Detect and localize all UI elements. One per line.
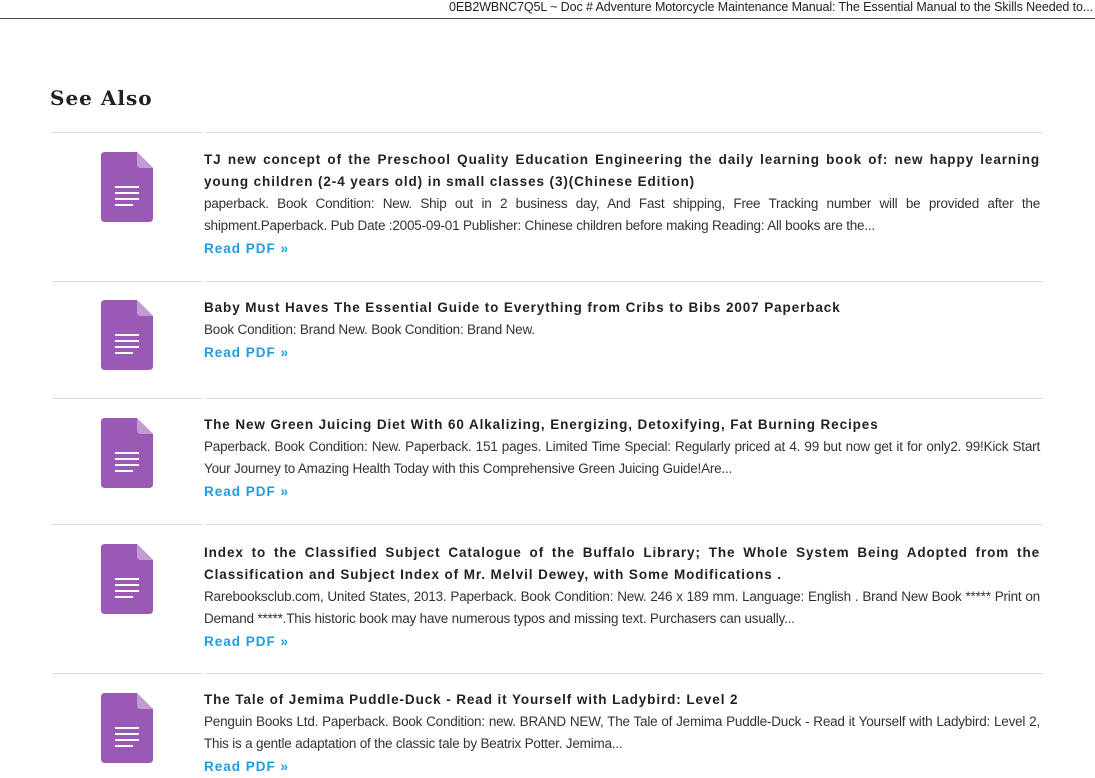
- divider: [52, 673, 202, 674]
- page-header-bar: [0, 0, 1095, 19]
- divider: [205, 398, 1043, 399]
- read-pdf-link[interactable]: Read PDF »: [204, 345, 290, 360]
- document-icon: [101, 544, 153, 614]
- list-item: [52, 398, 1043, 523]
- divider: [52, 398, 202, 399]
- divider: [205, 673, 1043, 674]
- document-icon: [101, 152, 153, 222]
- divider: [205, 132, 1043, 133]
- read-pdf-link[interactable]: Read PDF »: [204, 484, 290, 499]
- document-header-title: 0EB2WBNC7Q5L ~ Doc # Adventure Motorcycle Maintenance Manual: The Essential Manual to the Skills Needed to...: [449, 0, 1093, 14]
- entry-title: The New Green Juicing Diet With 60 Alkalizing, Energizing, Detoxifying, Fat Burning Recipes: [204, 417, 879, 432]
- divider: [52, 524, 202, 525]
- entry-description: Rarebooksclub.com, United States, 2013. Paperback. Book Condition: New. 246 x 189 mm. Language: English . Brand New Book ***** Print on Demand *****.This historic book may have numerous typos and missing text. Purchasers can usually...: [204, 589, 1040, 626]
- section-title: See Also: [50, 86, 153, 110]
- divider: [205, 281, 1043, 282]
- divider: [205, 524, 1043, 525]
- list-item: [52, 281, 1043, 397]
- entry-body: [204, 297, 1040, 364]
- entry-description: Paperback. Book Condition: New. Paperback. 151 pages. Limited Time Special: Regularly priced at 4. 99 but now get it for only2. 99!Kick Start Your Journey to Amazing Health Today with this Comprehensive Green Juicing Guide!Are...: [204, 439, 1040, 476]
- document-icon: [101, 693, 153, 763]
- entry-description: paperback. Book Condition: New. Ship out in 2 business day, And Fast shipping, Free Tracking number will be provided after the shipment.Paperback. Pub Date :2005-09-01 Publisher: Chinese children before making Reading: All books are the...: [204, 196, 1040, 233]
- document-icon: [101, 300, 153, 370]
- entry-title: Baby Must Haves The Essential Guide to Everything from Cribs to Bibs 2007 Paperback: [204, 300, 841, 315]
- divider: [52, 281, 202, 282]
- entry-body: [204, 149, 1040, 260]
- divider: [52, 132, 202, 133]
- read-pdf-link[interactable]: Read PDF »: [204, 241, 290, 256]
- document-icon: [101, 418, 153, 488]
- read-pdf-link[interactable]: Read PDF »: [204, 634, 290, 649]
- read-pdf-link[interactable]: Read PDF »: [204, 759, 290, 774]
- entry-description: Book Condition: Brand New. Book Condition: Brand New.: [204, 322, 535, 337]
- entry-title: The Tale of Jemima Puddle-Duck - Read it Yourself with Ladybird: Level 2: [204, 692, 739, 707]
- list-item: [52, 673, 1043, 774]
- list-item: [52, 524, 1043, 672]
- entry-title: TJ new concept of the Preschool Quality Education Engineering the daily learning book of: new happy learning young children (2-4 years old) in small classes (3)(Chinese Edition): [204, 152, 1040, 189]
- entry-body: [204, 689, 1040, 778]
- entry-title: Index to the Classified Subject Catalogue of the Buffalo Library; The Whole System Being Adopted from the Classification and Subject Index of Mr. Melvil Dewey, with Some Modifications .: [204, 545, 1040, 582]
- entry-description: Penguin Books Ltd. Paperback. Book Condition: new. BRAND NEW, The Tale of Jemima Puddle-Duck - Read it Yourself with Ladybird: Level 2, This is a gentle adaptation of the classic tale by Beatrix Potter. Jemima...: [204, 714, 1040, 751]
- list-item: [52, 132, 1043, 280]
- entry-body: [204, 414, 1040, 503]
- entry-body: [204, 542, 1040, 653]
